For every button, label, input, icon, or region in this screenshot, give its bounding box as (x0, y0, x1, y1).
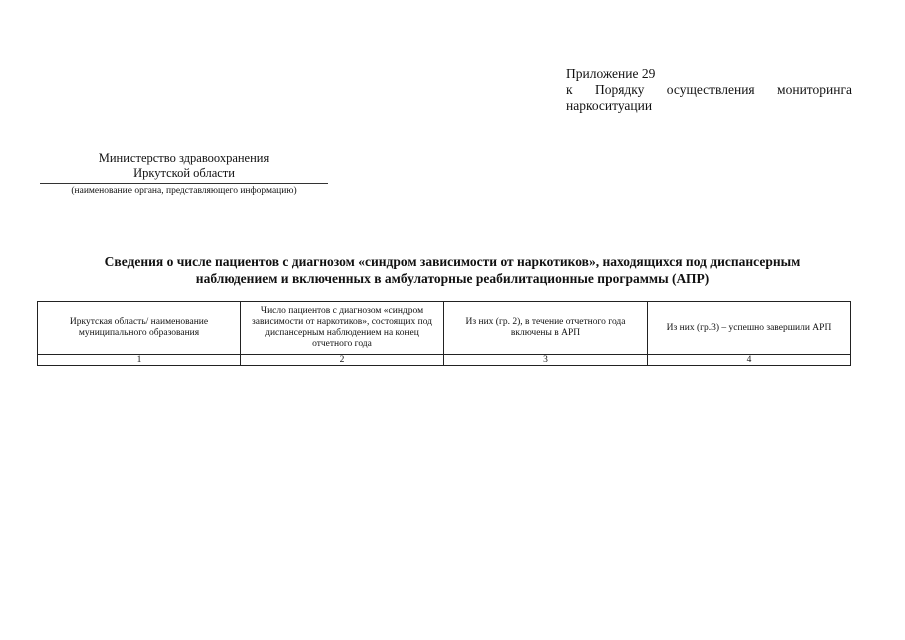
appendix-word: мониторинга (777, 82, 852, 97)
appendix-reference (566, 82, 852, 98)
appendix-reference-end: наркоситуации (566, 98, 653, 113)
appendix-block (566, 66, 852, 114)
document-title-line1: Сведения о числе пациентов с диагнозом «синдром зависимости от наркотиков», находящихся под диспансерным (104, 254, 801, 269)
column-number-row (38, 355, 851, 366)
column-number: 2 (241, 355, 444, 366)
organization-name-line1: Министерство здравоохранения (98, 151, 270, 165)
organization-caption: (наименование органа, представляющего информацию) (71, 186, 297, 196)
document-title (30, 253, 875, 287)
document-title-line2: наблюдением и включенных в амбулаторные реабилитационные программы (АПР) (195, 271, 710, 286)
column-header-region: Иркутская область/ наименование муниципального образования (38, 302, 241, 355)
appendix-word: Порядку (594, 82, 645, 97)
report-table (37, 301, 851, 366)
column-header-completed-apr: Из них (гр.3) – успешно завершили АРП (648, 302, 851, 355)
appendix-title: Приложение 29 (566, 66, 656, 81)
organization-block (40, 151, 328, 197)
appendix-word: осуществления (666, 82, 755, 97)
column-number: 1 (38, 355, 241, 366)
organization-name-line2: Иркутской области (133, 166, 235, 180)
column-header-included-apr: Из них (гр. 2), в течение отчетного года включены в АРП (444, 302, 648, 355)
table-header-row (38, 302, 851, 355)
column-header-patients-count: Число пациентов с диагнозом «синдром зависимости от наркотиков», состоящих под диспансерным наблюдением на конец отчетного года (241, 302, 444, 355)
column-number: 3 (444, 355, 648, 366)
organization-underline (40, 183, 328, 184)
column-number: 4 (648, 355, 851, 366)
appendix-word: к (566, 82, 573, 97)
